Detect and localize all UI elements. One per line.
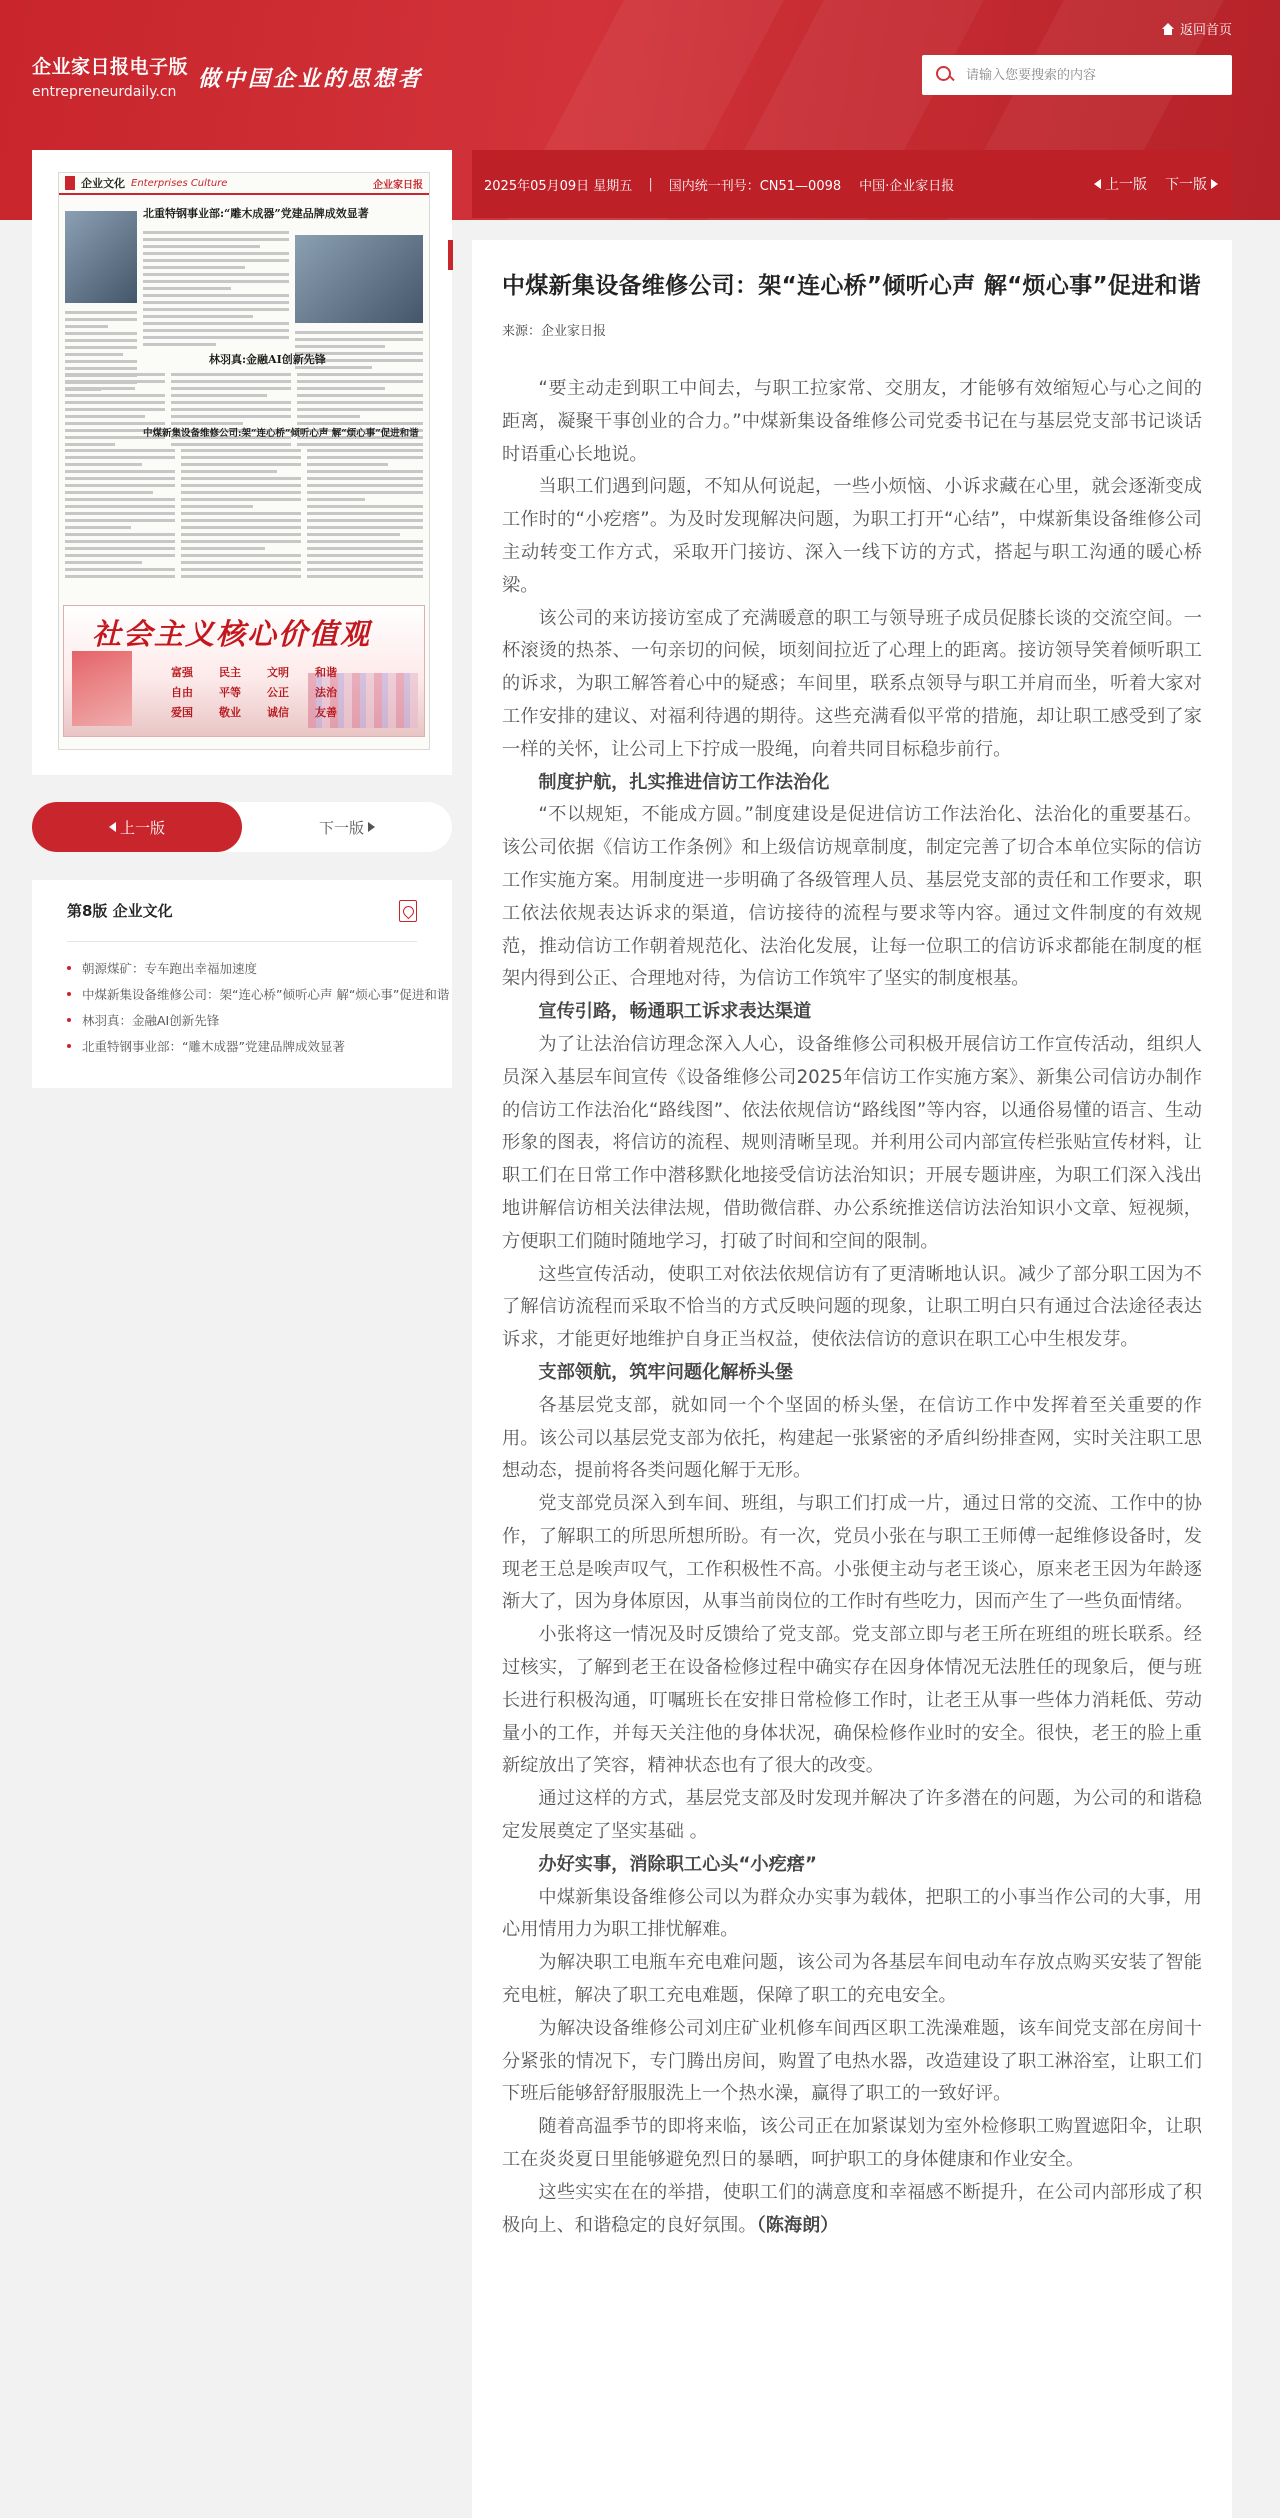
search-box[interactable] xyxy=(922,55,1232,95)
site-name: 企业家日报电子版 xyxy=(32,56,189,78)
banner-title: 社会主义核心价值观 xyxy=(92,617,372,651)
index-item[interactable] xyxy=(67,1007,417,1033)
article-paragraph: 为解决设备维修公司刘庄矿业机修车间西区职工洗澡难题，该车间党支部在房间十分紧张的情况下，专门腾出房间，购置了电热水器，改造建设了职工淋浴室，让职工们下班后能够舒舒服服洗上一个热水澡，赢得了职工的一致好评。 xyxy=(502,2017,1202,2105)
article-paragraph: 中煤新集设备维修公司以为群众办实事为载体，把职工的小事当作公司的大事，用心用情用力为职工排忧解难。 xyxy=(502,1886,1202,1941)
banner-value: 友善 xyxy=(315,706,337,719)
issue-date: 2025年05月09日 星期五 xyxy=(484,178,633,194)
article-subheading: 支部领航，筑牢问题化解桥头堡 xyxy=(538,1361,794,1383)
article-subheading: 办好实事，消除职工心头“小疙瘩” xyxy=(538,1853,817,1875)
active-article-marker xyxy=(448,240,453,270)
thumb-headline-3[interactable]: 中煤新集设备维修公司:架“连心桥”倾听心声 解“烦心事”促进和谐 xyxy=(143,428,419,439)
masthead-marker xyxy=(65,176,75,190)
prev-page-label: 上一版 xyxy=(119,818,165,837)
banner-value: 爱国 xyxy=(171,706,193,719)
index-header xyxy=(67,880,417,942)
article-paragraph: 为了让法治信访理念深入人心，设备维修公司积极开展信访工作宣传活动，组织人员深入基层车间宣传《设备维修公司2025年信访工作实施方案》、新集公司信访办制作的信访工作法治化“路线图”、依法依规信访“路线图”等内容，以通俗易懂的语言、生动形象的图表，将信访的流程、规则清晰呈现。并利用公司内部宣传栏张贴宣传材料，让职工们在日常工作中潜移默化地接受信访法治知识；开展专题讲座，为职工们深入浅出地讲解信访相关法律法规，借助微信群、办公系统推送信访法治知识小文章、短视频，方便职工们随时随地学习，打破了时间和空间的限制。 xyxy=(502,1033,1202,1252)
index-item-label: 中煤新集设备维修公司：架“连心桥”倾听心声 解“烦心事”促进和谐 xyxy=(82,987,450,1002)
bullet-icon xyxy=(67,1044,71,1048)
banner-values-grid xyxy=(164,664,344,720)
thumb-photo-2 xyxy=(295,235,423,323)
page-index-card xyxy=(32,880,452,1088)
thumbnail-banner xyxy=(63,605,425,737)
article-paragraph: 党支部党员深入到车间、班组，与职工们打成一片，通过日常的交流、工作中的协作，了解职工的所思所想所盼。有一次，党员小张在与职工王师傅一起维修设备时，发现老王总是唉声叹气，工作积极性不高。小张便主动与老王谈心，原来老王因为年龄逐渐大了，因为身体原因，从事当前岗位的工作时有些吃力，因而产生了一些负面情绪。 xyxy=(502,1493,1202,1613)
banner-value: 民主 xyxy=(219,666,241,679)
issue-nav xyxy=(1094,174,1232,194)
divider: | xyxy=(648,176,653,192)
article-paragraph: 各基层党支部，就如同一个个坚固的桥头堡，在信访工作中发挥着至关重要的作用。该公司以基层党支部为依托，构建起一张紧密的矛盾纠纷排查网，实时关注职工思想动态，提前将各类问题化解于无形。 xyxy=(502,1394,1202,1482)
thumbnail-masthead xyxy=(59,173,429,195)
article-paragraph: “要主动走到职工中间去，与职工拉家常、交朋友，才能够有效缩短心与心之间的距离，凝聚干事创业的合力。”中煤新集设备维修公司党委书记在与基层党支部书记谈话时语重心长地说。 xyxy=(502,378,1202,465)
masthead-section: 企业文化 xyxy=(81,177,125,190)
search-icon[interactable] xyxy=(936,66,954,84)
newspaper-page-thumbnail[interactable] xyxy=(58,172,430,750)
bar-prev-page-button[interactable] xyxy=(1094,174,1147,194)
thumb-headline-1[interactable]: 北重特钢事业部:“雕木成器”党建品牌成效显著 xyxy=(143,207,369,220)
article-source: 来源：企业家日报 xyxy=(502,324,607,339)
index-item[interactable] xyxy=(67,981,450,1007)
article-paragraph: 这些宣传活动，使职工对依法依规信访有了更清晰地认识。减少了部分职工因为不了解信访流程而采取不恰当的方式反映问题的现象，让职工明白只有通过合法途径表达诉求，才能更好地维护自身正当权益，使依法信访的意识在职工心中生根发芽。 xyxy=(502,1263,1202,1351)
article-body xyxy=(502,373,1202,2242)
banner-value: 敬业 xyxy=(219,706,241,719)
article-title: 中煤新集设备维修公司：架“连心桥”倾听心声 解“烦心事”促进和谐 xyxy=(502,273,1202,299)
article-author: （陈海朗） xyxy=(756,2214,839,2236)
index-item[interactable] xyxy=(67,1033,417,1059)
article-paragraph: 小张将这一情况及时反馈给了党支部。党支部立即与老王所在班组的班长联系。经过核实，了解到老王在设备检修过程中确实存在因身体情况无法胜任的现象后，便与班长进行积极沟通，叮嘱班长在安排日常检修工作时，让老王从事一些体力消耗低、劳动量小的工作，并每天关注他的身体状况，确保检修作业时的安全。很快，老王的脸上重新绽放出了笑容，精神状态也有了很大的改变。 xyxy=(502,1624,1202,1777)
article-paragraph: “不以规矩，不能成方圆。”制度建设是促进信访工作法治化、法治化的重要基石。该公司依据《信访工作条例》和上级信访规章制度，制定完善了切合本单位实际的信访工作实施方案。用制度进一步明确了各级管理人员、基层党支部的责任和工作要求，职工依法依规表达诉求的渠道，信访接待的流程与要求等内容。通过文件制度的有效规范，推动信访工作朝着规范化、法治化发展，让每一位职工的信访诉求都能在制度的框架内得到公正、合理地对待，为信访工作筑牢了坚实的制度根基。 xyxy=(502,804,1202,990)
article-subheading: 宣传引路，畅通职工诉求表达渠道 xyxy=(538,1001,812,1023)
banner-value: 和谐 xyxy=(315,666,337,679)
banner-value: 公正 xyxy=(267,686,289,699)
prev-page-button[interactable] xyxy=(32,802,242,852)
banner-flag-graphic xyxy=(72,651,132,726)
banner-value: 自由 xyxy=(171,686,193,699)
arrow-right-icon xyxy=(368,822,375,832)
article-index-list xyxy=(67,955,450,1059)
article-paragraph xyxy=(502,2177,1202,2243)
bullet-icon xyxy=(67,1018,71,1022)
banner-value: 诚信 xyxy=(267,706,289,719)
site-logo[interactable] xyxy=(32,52,188,100)
next-page-label: 下一版 xyxy=(318,818,364,837)
paper-name: 中国·企业家日报 xyxy=(859,178,955,194)
bar-next-page-button[interactable] xyxy=(1165,174,1218,194)
article-paragraph-text: 这些实实在在的举措，使职工们的满意度和幸福感不断提升，在公司内部形成了积极向上、和谐稳定的良好氛围。 xyxy=(502,2181,1202,2236)
index-item[interactable] xyxy=(67,955,417,981)
banner-value: 文明 xyxy=(267,666,289,679)
back-home-link[interactable] xyxy=(1161,19,1232,38)
back-home-label: 返回首页 xyxy=(1179,23,1232,38)
article-paragraph: 该公司的来访接访室成了充满暖意的职工与领导班子成员促膝长谈的交流空间。一杯滚烫的热茶、一句亲切的问候，顷刻间拉近了心理上的距离。接访领导笑着倾听职工的诉求，为职工解答着心中的疑惑；车间里，联系点领导与职工并肩而坐，听着大家对工作安排的建议、对福利待遇的期待。这些充满看似平常的措施，却让职工感受到了家一样的关怀，让公司上下拧成一股绳，向着共同目标稳步前行。 xyxy=(502,607,1202,760)
article-paragraph: 为解决职工电瓶车充电难问题，该公司为各基层车间电动车存放点购买安装了智能充电桩，解决了职工充电难题，保障了职工的充电安全。 xyxy=(502,1952,1202,2007)
banner-value: 富强 xyxy=(171,666,193,679)
page-pager xyxy=(32,802,452,852)
home-icon xyxy=(1161,23,1175,35)
arrow-left-icon xyxy=(109,822,116,832)
site-domain: entrepreneurdaily.cn xyxy=(32,84,177,100)
arrow-right-icon xyxy=(1211,179,1218,189)
bar-next-label: 下一版 xyxy=(1165,177,1207,193)
thumb-photo-1 xyxy=(65,211,137,303)
banner-value: 平等 xyxy=(219,686,241,699)
bullet-icon xyxy=(67,992,71,996)
search-input[interactable] xyxy=(966,68,1216,83)
next-page-button[interactable] xyxy=(242,802,452,852)
issue-info-bar xyxy=(472,150,1232,218)
article-subheading: 制度护航，扎实推进信访工作法治化 xyxy=(538,771,830,793)
index-item-label: 北重特钢事业部：“雕木成器”党建品牌成效显著 xyxy=(82,1039,345,1054)
article-paragraph: 通过这样的方式，基层党支部及时发现并解决了许多潜在的问题，为公司的和谐稳定发展奠定了坚实基础 。 xyxy=(502,1788,1202,1843)
pdf-download-icon[interactable] xyxy=(399,900,417,922)
masthead-brand: 企业家日报 xyxy=(373,179,423,191)
article-panel xyxy=(472,240,1232,2518)
bullet-icon xyxy=(67,966,71,970)
index-title: 第8版 企业文化 xyxy=(67,902,173,920)
arrow-left-icon xyxy=(1094,179,1101,189)
index-item-label: 林羽真：金融AI创新先锋 xyxy=(82,1013,220,1028)
index-item-label: 朝源煤矿：专车跑出幸福加速度 xyxy=(82,961,258,976)
bar-prev-label: 上一版 xyxy=(1105,177,1147,193)
banner-value: 法治 xyxy=(315,686,337,699)
article-paragraph: 随着高温季节的即将来临，该公司正在加紧谋划为室外检修职工购置遮阳伞，让职工在炎炎夏日里能够避免烈日的暴晒，呵护职工的身体健康和作业安全。 xyxy=(502,2116,1202,2171)
thumb-headline-2[interactable]: 林羽真:金融AI创新先锋 xyxy=(209,353,326,366)
issn-number: 国内统一刊号：CN51—0098 xyxy=(668,178,842,194)
page-thumbnail-card xyxy=(32,150,452,775)
masthead-en: Enterprises Culture xyxy=(131,177,228,189)
article-paragraph: 当职工们遇到问题，不知从何说起，一些小烦恼、小诉求藏在心里，就会逐渐变成工作时的“小疙瘩”。为及时发现解决问题，为职工打开“心结”，中煤新集设备维修公司主动转变工作方式，采取开门接访、深入一线下访的方式，搭起与职工沟通的暖心桥梁。 xyxy=(502,476,1202,596)
site-slogan: 做中国企业的思想者 xyxy=(198,66,424,92)
